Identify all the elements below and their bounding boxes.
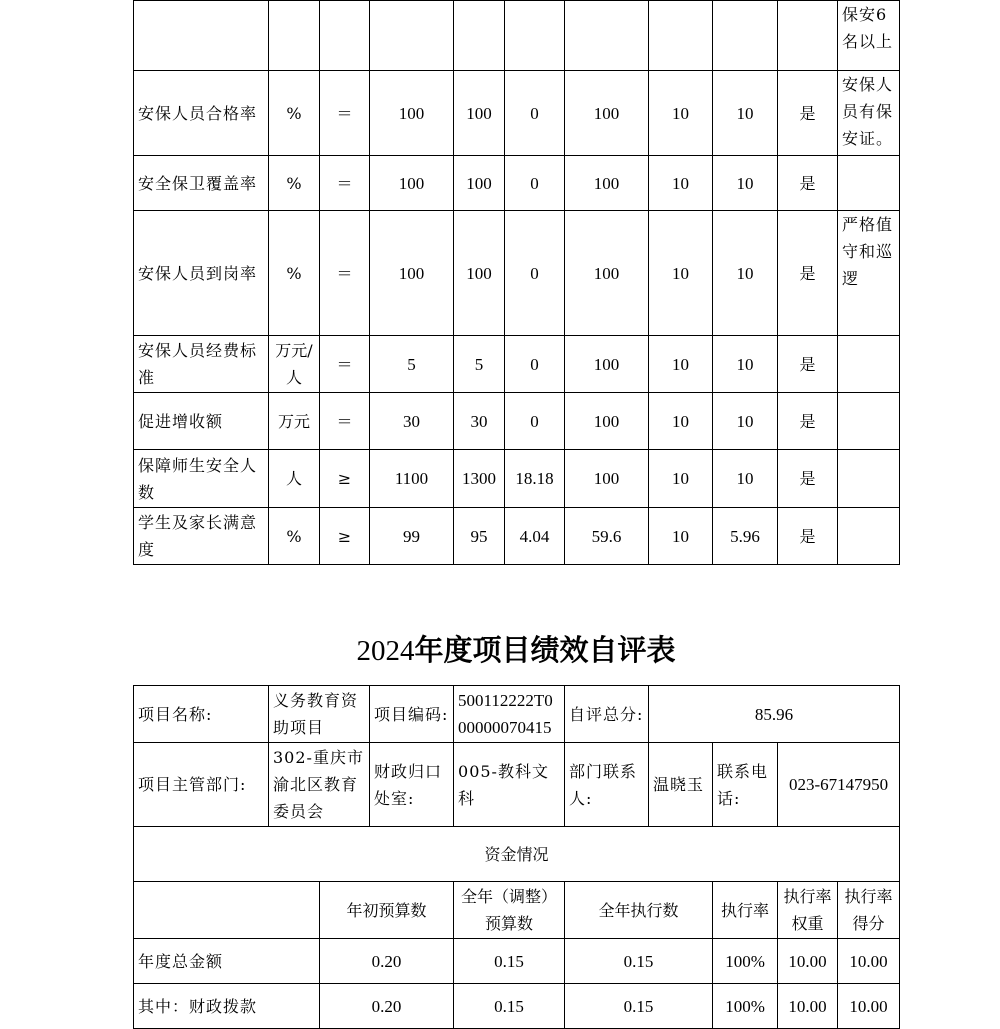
indicator-actual: 1300 (454, 450, 505, 508)
indicator-name: 促进增收额 (134, 393, 269, 450)
indicator-completion: 100 (565, 71, 649, 156)
project-name-value: 义务教育资助项目 (269, 686, 370, 743)
indicator-completion: 100 (565, 393, 649, 450)
indicator-unit: % (269, 71, 320, 156)
indicator-deviation: 0 (505, 71, 565, 156)
indicator-target (370, 1, 454, 71)
header-exec-score: 执行率得分 (838, 882, 900, 939)
indicator-met: 是 (778, 71, 838, 156)
finance-office-value: 005-教科文科 (454, 743, 565, 827)
indicator-name (134, 1, 269, 71)
contact-label: 部门联系人: (565, 743, 649, 827)
funds-initial: 0.20 (320, 939, 454, 984)
indicator-remark (838, 156, 900, 211)
indicator-target: 99 (370, 508, 454, 565)
indicator-deviation: 0 (505, 211, 565, 336)
indicator-score: 10 (713, 393, 778, 450)
table-row (134, 71, 900, 156)
indicator-target: 100 (370, 156, 454, 211)
indicator-operator: ＝ (320, 211, 370, 336)
indicator-deviation: 0 (505, 336, 565, 393)
indicator-target: 100 (370, 211, 454, 336)
indicator-actual: 100 (454, 211, 505, 336)
funds-executed: 0.15 (565, 939, 713, 984)
header-executed: 全年执行数 (565, 882, 713, 939)
table-row (134, 393, 900, 450)
indicator-met: 是 (778, 211, 838, 336)
indicator-remark (838, 393, 900, 450)
indicator-remark: 安保人员有保安证。 (838, 71, 900, 156)
project-name-label: 项目名称: (134, 686, 269, 743)
indicator-met: 是 (778, 393, 838, 450)
indicator-score: 5.96 (713, 508, 778, 565)
indicator-actual: 5 (454, 336, 505, 393)
phone-value: 023-67147950 (778, 743, 900, 827)
funds-executed: 0.15 (565, 984, 713, 1029)
indicator-completion: 100 (565, 336, 649, 393)
indicator-table (133, 0, 900, 565)
indicator-unit: % (269, 211, 320, 336)
funds-row (134, 984, 900, 1029)
project-code-value: 500112222T000000070415 (454, 686, 565, 743)
indicator-operator: ＝ (320, 156, 370, 211)
indicator-met: 是 (778, 450, 838, 508)
title-year: 2024 (356, 635, 415, 667)
indicator-target: 100 (370, 71, 454, 156)
indicator-actual: 95 (454, 508, 505, 565)
indicator-score (713, 1, 778, 71)
finance-office-label: 财政归口处室: (370, 743, 454, 827)
indicator-remark (838, 336, 900, 393)
indicator-name: 安全保卫覆盖率 (134, 156, 269, 211)
indicator-name: 安保人员到岗率 (134, 211, 269, 336)
indicator-target: 30 (370, 393, 454, 450)
indicator-unit: 万元/人 (269, 336, 320, 393)
self-score-value: 85.96 (649, 686, 900, 743)
self-score-label: 自评总分: (565, 686, 649, 743)
funds-initial: 0.20 (320, 984, 454, 1029)
indicator-target: 5 (370, 336, 454, 393)
indicator-weight: 10 (649, 336, 713, 393)
funds-score: 10.00 (838, 939, 900, 984)
indicator-weight: 10 (649, 71, 713, 156)
funds-rate: 100% (713, 939, 778, 984)
indicator-unit (269, 1, 320, 71)
indicator-operator: ＝ (320, 393, 370, 450)
indicator-name: 安保人员合格率 (134, 71, 269, 156)
indicator-completion: 100 (565, 211, 649, 336)
indicator-unit: % (269, 508, 320, 565)
contact-value: 温晓玉 (649, 743, 713, 827)
phone-label: 联系电话: (713, 743, 778, 827)
indicator-actual: 100 (454, 71, 505, 156)
table-row (134, 1, 900, 71)
indicator-weight: 10 (649, 211, 713, 336)
indicator-name: 保障师生安全人数 (134, 450, 269, 508)
table-row (134, 156, 900, 211)
indicator-actual (454, 1, 505, 71)
indicator-met: 是 (778, 156, 838, 211)
indicator-score: 10 (713, 211, 778, 336)
indicator-name: 安保人员经费标准 (134, 336, 269, 393)
indicator-operator: ＝ (320, 336, 370, 393)
funds-adjusted: 0.15 (454, 984, 565, 1029)
indicator-operator: ≥ (320, 450, 370, 508)
indicator-operator: ＝ (320, 71, 370, 156)
funds-row-label: 其中：财政拨款 (134, 984, 320, 1029)
funds-header-blank (134, 882, 320, 939)
table-row (134, 336, 900, 393)
funds-section-title: 资金情况 (134, 827, 900, 882)
funds-weight: 10.00 (778, 939, 838, 984)
indicator-completion: 59.6 (565, 508, 649, 565)
funds-weight: 10.00 (778, 984, 838, 1029)
indicator-operator: ≥ (320, 508, 370, 565)
indicator-operator (320, 1, 370, 71)
indicator-remark: 严格值守和巡逻 (838, 211, 900, 336)
indicator-remark (838, 508, 900, 565)
header-initial-budget: 年初预算数 (320, 882, 454, 939)
dept-value: 302-重庆市渝北区教育委员会 (269, 743, 370, 827)
indicator-actual: 100 (454, 156, 505, 211)
indicator-deviation (505, 1, 565, 71)
indicator-deviation: 4.04 (505, 508, 565, 565)
indicator-completion: 100 (565, 156, 649, 211)
indicator-unit: 万元 (269, 393, 320, 450)
table-row (134, 450, 900, 508)
indicator-met (778, 1, 838, 71)
project-code-label: 项目编码: (370, 686, 454, 743)
indicator-met: 是 (778, 508, 838, 565)
page-title (0, 628, 1000, 673)
indicator-remark: 保安6名以上 (838, 1, 900, 71)
indicator-met: 是 (778, 336, 838, 393)
indicator-remark (838, 450, 900, 508)
indicator-completion (565, 1, 649, 71)
indicator-weight: 10 (649, 508, 713, 565)
table-row (134, 508, 900, 565)
dept-label: 项目主管部门: (134, 743, 269, 827)
indicator-score: 10 (713, 336, 778, 393)
funds-adjusted: 0.15 (454, 939, 565, 984)
indicator-score: 10 (713, 71, 778, 156)
indicator-name: 学生及家长满意度 (134, 508, 269, 565)
indicator-actual: 30 (454, 393, 505, 450)
funds-row-label: 年度总金额 (134, 939, 320, 984)
indicator-unit: % (269, 156, 320, 211)
self-eval-table (133, 685, 900, 1029)
indicator-score: 10 (713, 156, 778, 211)
indicator-weight: 10 (649, 393, 713, 450)
indicator-score: 10 (713, 450, 778, 508)
funds-rate: 100% (713, 984, 778, 1029)
table-row (134, 211, 900, 336)
indicator-deviation: 0 (505, 156, 565, 211)
indicator-target: 1100 (370, 450, 454, 508)
funds-score: 10.00 (838, 984, 900, 1029)
indicator-weight (649, 1, 713, 71)
header-adjusted-budget: 全年（调整）预算数 (454, 882, 565, 939)
title-text: 年度项目绩效自评表 (414, 633, 676, 667)
indicator-weight: 10 (649, 450, 713, 508)
indicator-completion: 100 (565, 450, 649, 508)
funds-row (134, 939, 900, 984)
header-exec-rate: 执行率 (713, 882, 778, 939)
indicator-deviation: 0 (505, 393, 565, 450)
header-exec-weight: 执行率权重 (778, 882, 838, 939)
indicator-deviation: 18.18 (505, 450, 565, 508)
indicator-weight: 10 (649, 156, 713, 211)
indicator-unit: 人 (269, 450, 320, 508)
